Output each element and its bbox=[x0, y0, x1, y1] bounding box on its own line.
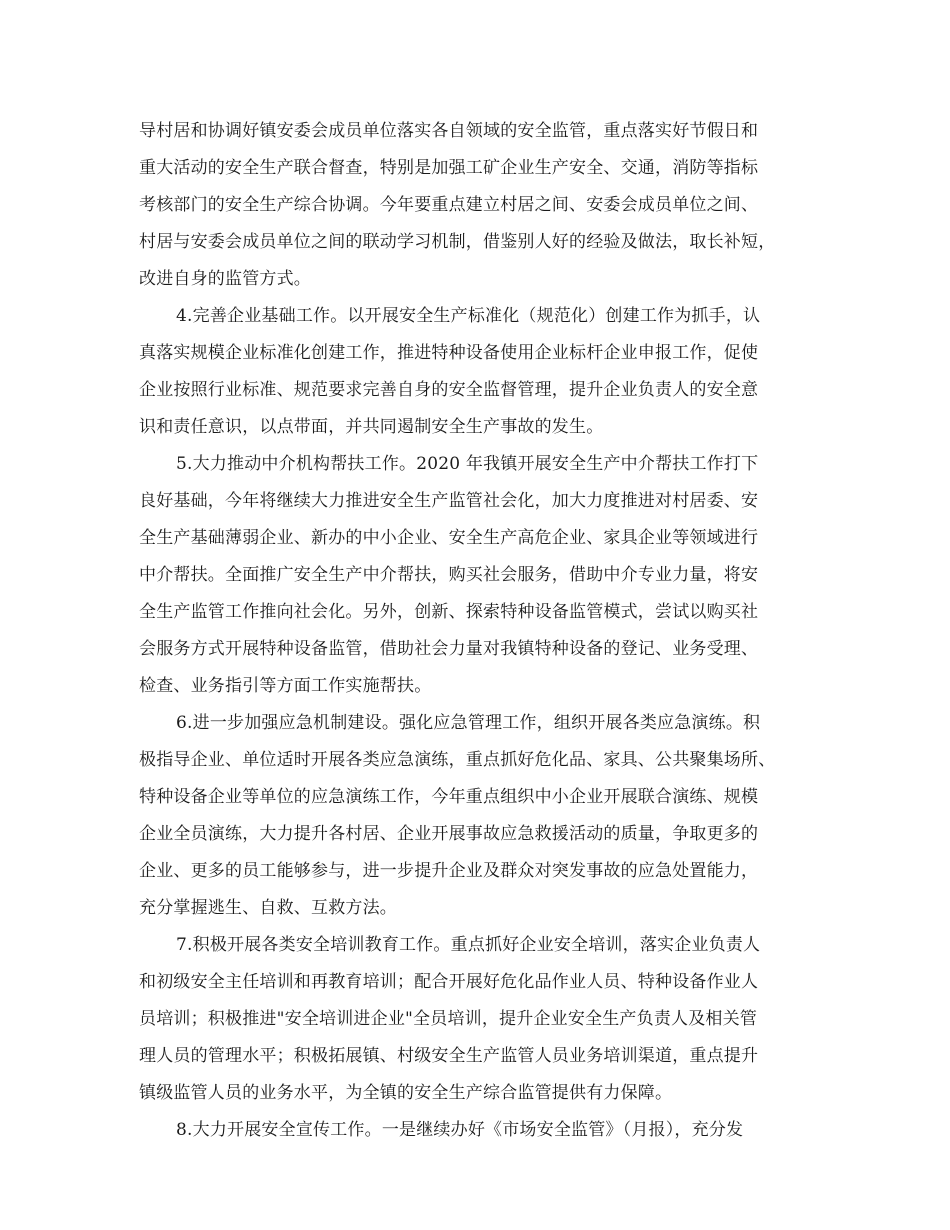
text-line: 考核部门的安全生产综合协调。今年要重点建立村居之间、安委会成员单位之间、 bbox=[139, 195, 759, 215]
paragraph-first-line: 5.大力推动中介机构帮扶工作。2020 年我镇开展安全生产中介帮扶工作打下 bbox=[176, 454, 759, 474]
text-line: 真落实规模企业标准化创建工作，推进特种设备使用企业标杆企业申报工作，促使 bbox=[139, 343, 759, 363]
text-line: 特种设备企业等单位的应急演练工作，今年重点组织中小企业开展联合演练、规模 bbox=[139, 787, 759, 807]
text-line: 全生产基础薄弱企业、新办的中小企业、安全生产高危企业、家具企业等领域进行 bbox=[139, 528, 759, 548]
text-line: 重大活动的安全生产联合督查，特别是加强工矿企业生产安全、交通，消防等指标 bbox=[139, 158, 759, 178]
text-line: 全生产监管工作推向社会化。另外，创新、探索特种设备监管模式，尝试以购买社 bbox=[139, 602, 759, 622]
text-line: 良好基础，今年将继续大力推进安全生产监管社会化，加大力度推进对村居委、安 bbox=[139, 491, 759, 511]
text-line: 企业、更多的员工能够参与，进一步提升企业及群众对突发事故的应急处置能力， bbox=[139, 861, 759, 881]
text-line: 导村居和协调好镇安委会成员单位落实各自领域的安全监管，重点落实好节假日和 bbox=[139, 121, 759, 141]
document-body bbox=[139, 113, 829, 1149]
text-line: 识和责任意识，以点带面，并共同遏制安全生产事故的发生。 bbox=[139, 417, 604, 437]
text-line: 会服务方式开展特种设备监管，借助社会力量对我镇特种设备的登记、业务受理、 bbox=[139, 639, 759, 659]
text-line: 检查、业务指引等方面工作实施帮扶。 bbox=[139, 676, 432, 696]
text-line: 企业按照行业标准、规范要求完善自身的安全监督管理，提升企业负责人的安全意 bbox=[139, 380, 759, 400]
paragraph-first-line: 7.积极开展各类安全培训教育工作。重点抓好企业安全培训，落实企业负责人 bbox=[176, 935, 761, 955]
text-line: 企业全员演练，大力提升各村居、企业开展事故应急救援活动的质量，争取更多的 bbox=[139, 824, 759, 844]
text-line: 充分掌握逃生、自救、互救方法。 bbox=[139, 898, 397, 918]
paragraph-first-line: 6.进一步加强应急机制建设。强化应急管理工作，组织开展各类应急演练。积 bbox=[176, 713, 761, 733]
text-line: 改进自身的监管方式。 bbox=[139, 269, 311, 289]
paragraph-first-line: 8.大力开展安全宣传工作。一是继续办好《市场安全监管》（月报），充分发 bbox=[176, 1120, 744, 1140]
text-line: 和初级安全主任培训和再教育培训；配合开展好危化品作业人员、特种设备作业人 bbox=[139, 972, 759, 992]
text-line: 镇级监管人员的业务水平，为全镇的安全生产综合监管提供有力保障。 bbox=[139, 1083, 673, 1103]
text-line: 理人员的管理水平；积极拓展镇、村级安全生产监管人员业务培训渠道，重点提升 bbox=[139, 1046, 759, 1066]
paragraph-first-line: 4.完善企业基础工作。以开展安全生产标准化（规范化）创建工作为抓手，认 bbox=[176, 306, 761, 326]
text-line: 中介帮扶。全面推广安全生产中介帮扶，购买社会服务，借助中介专业力量，将安 bbox=[139, 565, 759, 585]
text-line: 村居与安委会成员单位之间的联动学习机制，借鉴别人好的经验及做法，取长补短， bbox=[139, 232, 776, 252]
text-line: 员培训；积极推进"安全培训进企业"全员培训，提升企业安全生产负责人及相关管 bbox=[139, 1009, 758, 1029]
text-line: 极指导企业、单位适时开展各类应急演练，重点抓好危化品、家具、公共聚集场所、 bbox=[139, 750, 776, 770]
